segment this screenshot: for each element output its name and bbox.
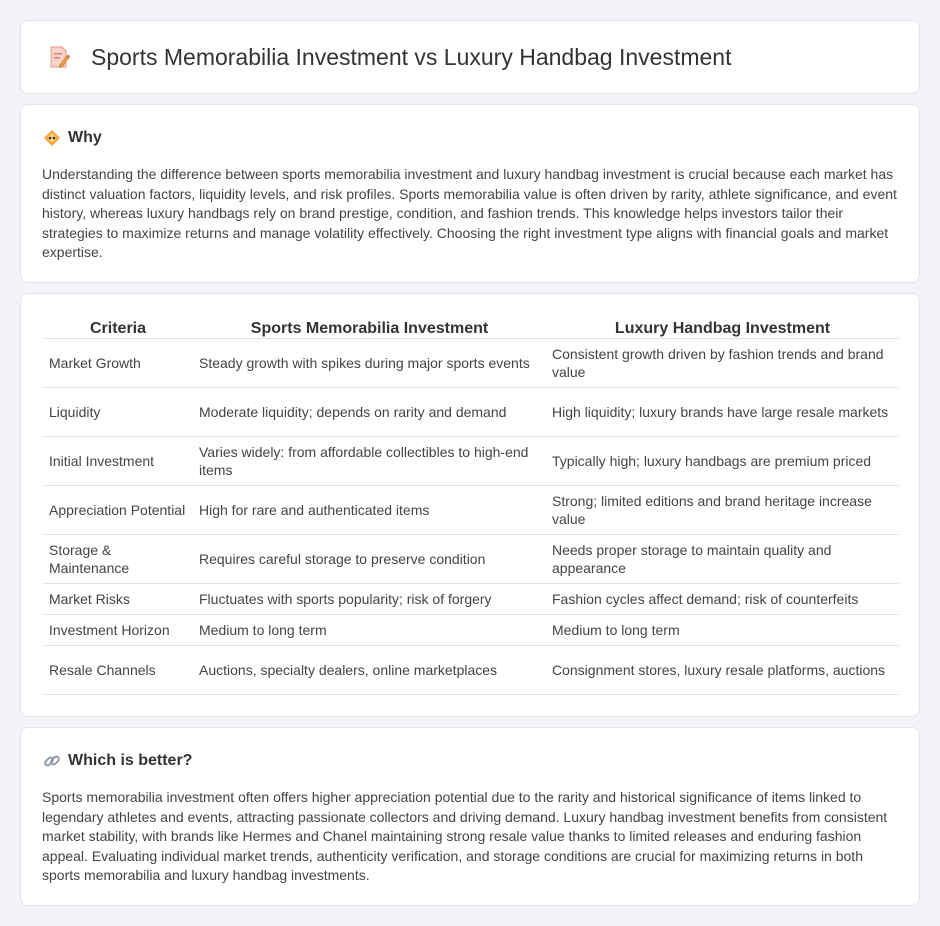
better-title: Which is better? [68,752,193,769]
sports-cell: Medium to long term [193,614,546,645]
header-luxury: Luxury Handbag Investment [546,316,899,338]
why-title: Why [68,129,102,146]
sports-cell: Fluctuates with sports popularity; risk of forgery [193,583,546,614]
luxury-cell: Medium to long term [546,614,899,645]
table-header-row [43,316,899,338]
sports-cell: Moderate liquidity; depends on rarity and demand [193,387,546,436]
table-row [43,387,899,436]
comparison-card [20,293,920,717]
luxury-cell: Consistent growth driven by fashion trends and brand value [546,338,899,387]
table-row [43,645,899,694]
table-row [43,485,899,534]
criteria-cell: Market Risks [43,583,193,614]
luxury-cell: Strong; limited editions and brand heritage increase value [546,485,899,534]
sports-cell: Steady growth with spikes during major sports events [193,338,546,387]
diamond-icon [43,129,61,147]
criteria-cell: Storage & Maintenance [43,534,193,583]
luxury-cell: Needs proper storage to maintain quality and appearance [546,534,899,583]
criteria-cell: Appreciation Potential [43,485,193,534]
criteria-cell: Initial Investment [43,436,193,485]
table-row [43,583,899,614]
luxury-cell: Fashion cycles affect demand; risk of counterfeits [546,583,899,614]
document-pencil-icon [47,45,71,69]
luxury-cell: Typically high; luxury handbags are premium priced [546,436,899,485]
table-row [43,338,899,387]
sports-cell: Auctions, specialty dealers, online marketplaces [193,645,546,694]
title-card [20,20,920,94]
why-heading [21,105,919,147]
table-row [43,534,899,583]
why-text: Understanding the difference between sports memorabilia investment and luxury handbag investment is crucial because each market has distinct valuation factors, liquidity levels, and risk profiles. Sports memorabilia value is often driven by rarity, athlete significance, and event history, whereas luxury handbags rely on brand prestige, condition, and fashion trends. This knowledge helps investors tailor their strategies to maximize returns and manage volatility effectively. Choosing the right investment type aligns with financial goals and market expertise. [42,166,897,261]
table-row [43,614,899,645]
why-card [20,104,920,283]
luxury-cell: Consignment stores, luxury resale platforms, auctions [546,645,899,694]
criteria-cell: Liquidity [43,387,193,436]
header-sports: Sports Memorabilia Investment [193,316,546,338]
better-heading [21,728,919,770]
luxury-cell: High liquidity; luxury brands have large resale markets [546,387,899,436]
better-card [20,727,920,906]
page-title: Sports Memorabilia Investment vs Luxury Handbag Investment [91,43,732,70]
criteria-cell: Resale Channels [43,645,193,694]
sports-cell: Varies widely: from affordable collectibles to high-end items [193,436,546,485]
better-text: Sports memorabilia investment often offers higher appreciation potential due to the rarity and historical significance of items linked to legendary athletes and events, attracting passionate collectors and driving demand. Luxury handbag investment benefits from consistent market stability, with brands like Hermes and Chanel maintaining strong resale value thanks to limited releases and enduring fashion appeal. Evaluating individual market trends, authenticity verification, and storage conditions are crucial for maximizing returns in both sports memorabilia and luxury handbag investments. [42,789,888,884]
criteria-cell: Market Growth [43,338,193,387]
sports-cell: Requires careful storage to preserve condition [193,534,546,583]
sports-cell: High for rare and authenticated items [193,485,546,534]
table-row [43,436,899,485]
title-row [21,21,919,93]
comparison-table [43,316,899,695]
header-criteria: Criteria [43,316,193,338]
criteria-cell: Investment Horizon [43,614,193,645]
link-icon [43,752,61,770]
